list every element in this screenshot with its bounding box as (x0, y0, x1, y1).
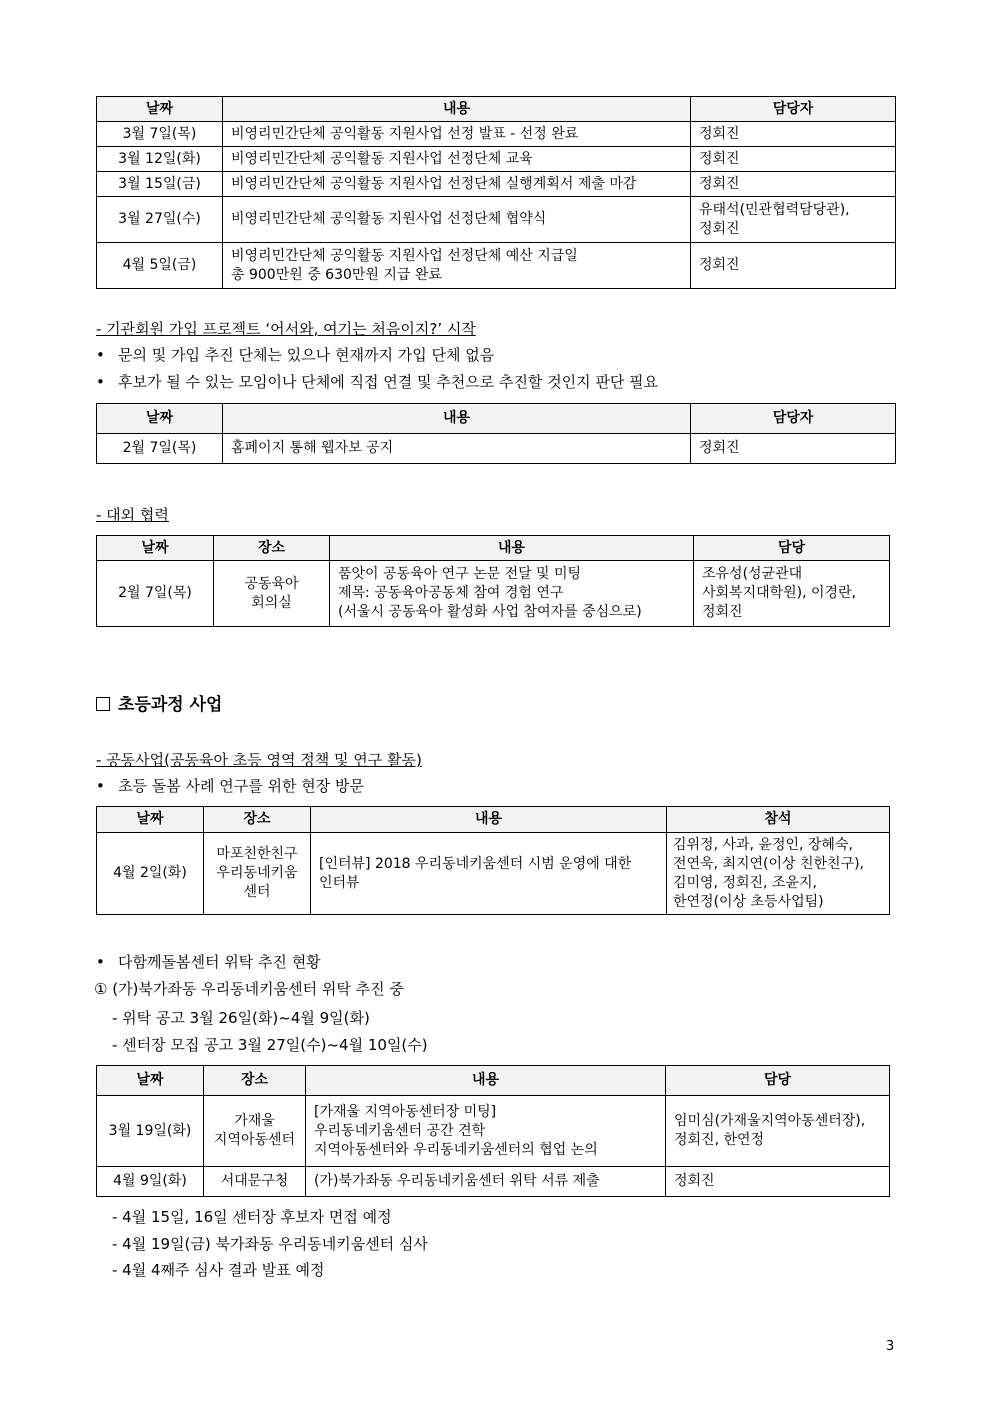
table-cell-content: [가재울 지역아동센터장 미팅] 우리동네키움센터 공간 견학 지역아동센터와 우리동네키움센터의 협업 논의 (306, 1096, 666, 1167)
col-header-attendees: 참석 (667, 807, 890, 833)
table-cell-place: 가재울 지역아동센터 (204, 1096, 306, 1167)
table-cell-date: 2월 7일(목) (97, 434, 223, 464)
table-cell-date: 2월 7일(목) (97, 561, 214, 627)
schedule-dash-item: - 4월 15일, 16일 센터장 후보자 면접 예정 (112, 1208, 392, 1226)
table-cell-person: 정회진 (691, 172, 896, 197)
table-cell-attendees: 김위정, 사과, 윤정인, 장혜숙, 전연욱, 최지연(이상 친한친구), 김미영, 정회진, 조윤지, 한연정(이상 초등사업팀) (667, 833, 890, 915)
table-field-visit (96, 806, 890, 915)
col-header-place: 장소 (214, 536, 330, 561)
table-webposter (96, 403, 896, 464)
table-cell-date: 3월 27일(수) (97, 197, 223, 243)
col-header-place: 장소 (204, 807, 311, 833)
care-numbered: ① (가)북가좌동 우리동네키움센터 위탁 추진 중 (94, 980, 404, 998)
table-cell-person: 정회진 (691, 243, 896, 289)
table-cell-content: 홈페이지 통해 웹자보 공지 (223, 434, 691, 464)
care-dash-item: - 센터장 모집 공고 3월 27일(수)~4월 10일(수) (112, 1036, 428, 1054)
table-cell-content: 비영리민간단체 공익활동 지원사업 선정단체 협약식 (223, 197, 691, 243)
table-cell-place: 마포친한친구 우리동네키움 센터 (204, 833, 311, 915)
col-header-date: 날짜 (97, 536, 214, 561)
table-cell-person: 정회진 (691, 147, 896, 172)
table-cell-person: 조유성(성균관대 사회복지대학원), 이경란, 정회진 (694, 561, 890, 627)
table-care-center (96, 1065, 890, 1197)
col-header-person: 담당자 (691, 97, 896, 122)
table-cell-content: (가)북가좌동 우리동네키움센터 위탁 서류 제출 (306, 1167, 666, 1197)
table-cell-person: 정회진 (666, 1167, 890, 1197)
col-header-place: 장소 (204, 1066, 306, 1096)
table-cell-date: 3월 15일(금) (97, 172, 223, 197)
table-cell-content: 비영리민간단체 공익활동 지원사업 선정단체 교육 (223, 147, 691, 172)
table-support-schedule (96, 96, 896, 289)
table-cell-place: 서대문구청 (204, 1167, 306, 1197)
external-heading: - 대외 협력 (96, 506, 169, 524)
table-cell-content: 품앗이 공동육아 연구 논문 전달 및 미팅 제목: 공동육아공동체 참여 경험 연구 (서울시 공동육아 활성화 사업 참여자를 중심으로) (330, 561, 694, 627)
col-header-person: 담당 (694, 536, 890, 561)
section-title: 초등과정 사업 (96, 690, 222, 715)
table-cell-date: 3월 19일(화) (97, 1096, 204, 1167)
project-heading: - 기관회원 가입 프로젝트 ‘어서와, 여기는 처음이지?’ 시작 (96, 320, 476, 338)
table-cell-date: 3월 7일(목) (97, 122, 223, 147)
table-external (96, 535, 890, 627)
col-header-person: 담당자 (691, 404, 896, 434)
table-cell-date: 4월 5일(금) (97, 243, 223, 289)
joint-bullet: • 초등 돌봄 사례 연구를 위한 현장 방문 (96, 776, 364, 796)
col-header-date: 날짜 (97, 807, 204, 833)
checkbox-square-icon (96, 697, 110, 711)
table-cell-date: 3월 12일(화) (97, 147, 223, 172)
col-header-date: 날짜 (97, 404, 223, 434)
table-cell-person: 정회진 (691, 122, 896, 147)
col-header-person: 담당 (666, 1066, 890, 1096)
col-header-content: 내용 (330, 536, 694, 561)
table-cell-place: 공동육아 회의실 (214, 561, 330, 627)
table-cell-date: 4월 9일(화) (97, 1167, 204, 1197)
care-bullet: • 다함께돌봄센터 위탁 추진 현황 (96, 952, 321, 972)
schedule-dash-item: - 4월 19일(금) 북가좌동 우리동네키움센터 심사 (112, 1235, 428, 1253)
table-cell-person: 유태석(민관협력담당관), 정회진 (691, 197, 896, 243)
col-header-content: 내용 (306, 1066, 666, 1096)
col-header-content: 내용 (223, 97, 691, 122)
joint-heading: - 공동사업(공동육아 초등 영역 정책 및 연구 활동) (96, 751, 422, 769)
col-header-content: 내용 (311, 807, 667, 833)
care-dash-item: - 위탁 공고 3월 26일(화)~4월 9일(화) (112, 1009, 370, 1027)
table-cell-content: 비영리민간단체 공익활동 지원사업 선정단체 실행계획서 제출 마감 (223, 172, 691, 197)
schedule-dash-item: - 4월 4째주 심사 결과 발표 예정 (112, 1261, 325, 1279)
project-bullet: • 문의 및 가입 추진 단체는 있으나 현재까지 가입 단체 없음 (96, 345, 494, 365)
col-header-content: 내용 (223, 404, 691, 434)
page-number: 3 (886, 1339, 895, 1354)
table-cell-person: 정회진 (691, 434, 896, 464)
table-cell-date: 4월 2일(화) (97, 833, 204, 915)
col-header-date: 날짜 (97, 97, 223, 122)
table-cell-content: 비영리민간단체 공익활동 지원사업 선정단체 예산 지급일 총 900만원 중 630만원 지급 완료 (223, 243, 691, 289)
project-bullet: • 후보가 될 수 있는 모임이나 단체에 직접 연결 및 추천으로 추진할 것인지 판단 필요 (96, 372, 658, 392)
table-cell-content: 비영리민간단체 공익활동 지원사업 선정 발표 - 선정 완료 (223, 122, 691, 147)
col-header-date: 날짜 (97, 1066, 204, 1096)
table-cell-content: [인터뷰] 2018 우리동네키움센터 시범 운영에 대한 인터뷰 (311, 833, 667, 915)
table-cell-person: 임미심(가재울지역아동센터장), 정회진, 한연정 (666, 1096, 890, 1167)
